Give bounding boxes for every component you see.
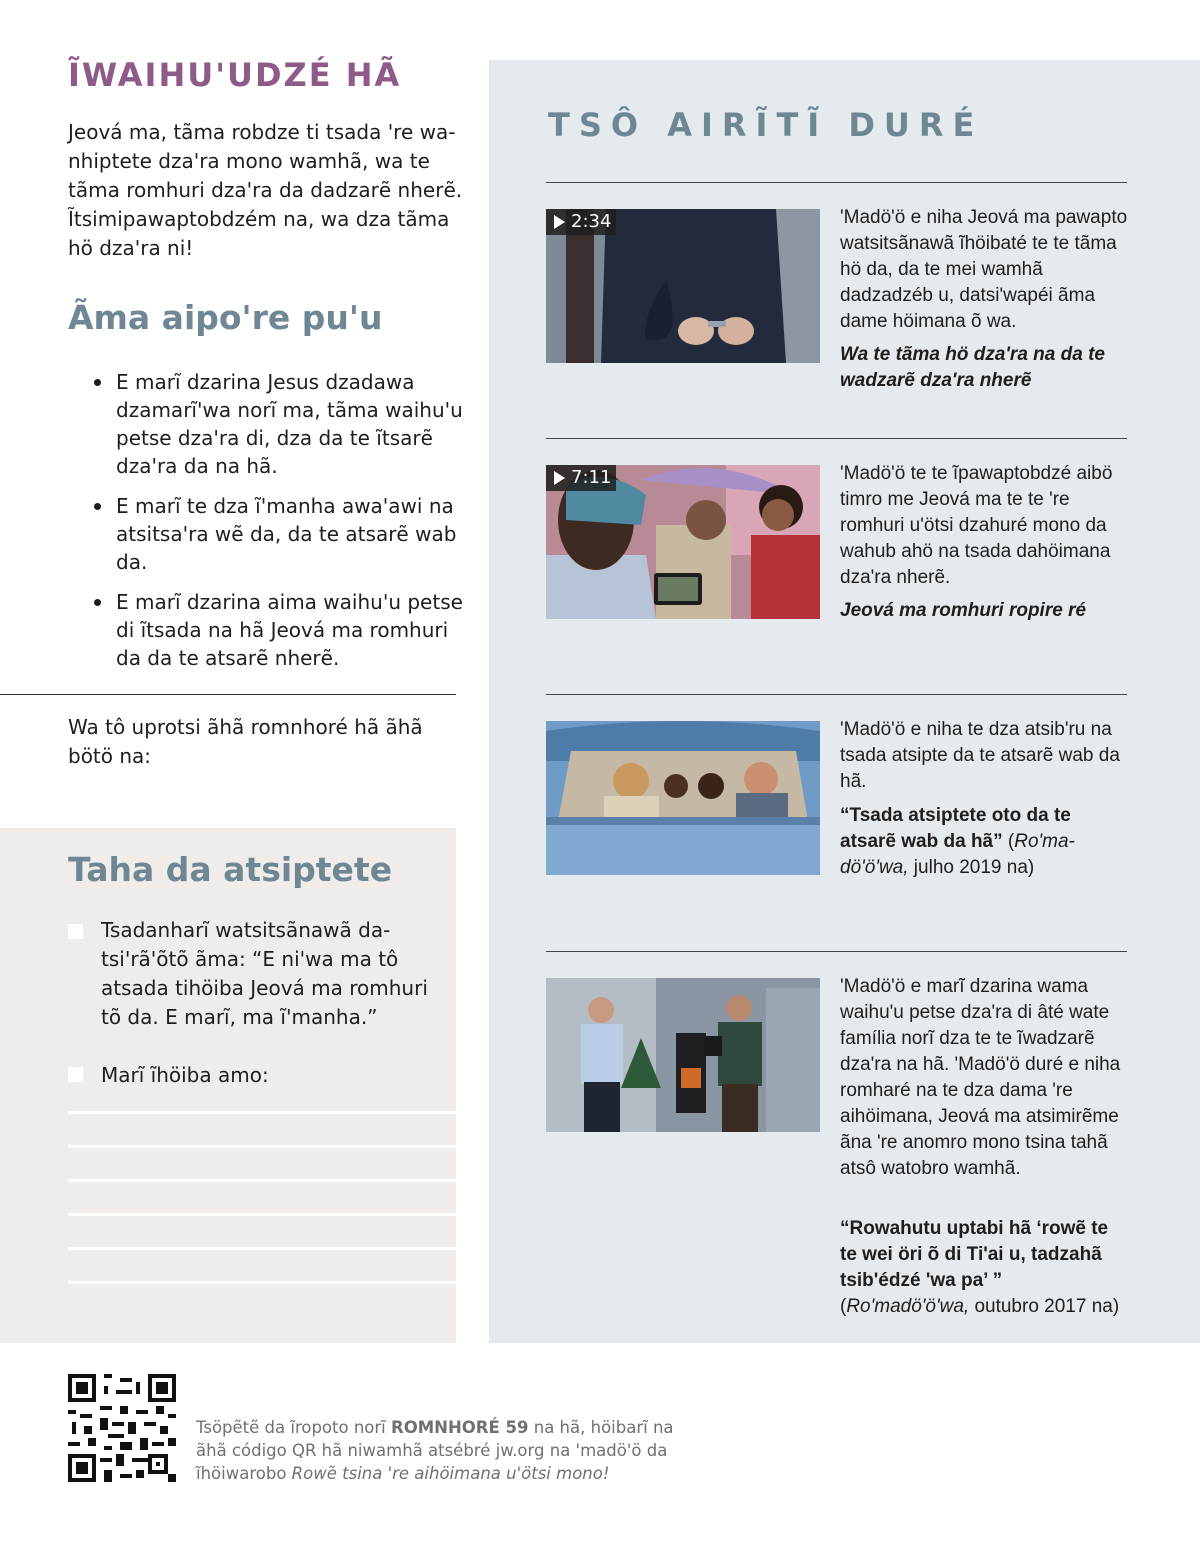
video-thumbnail-handcuffs[interactable]: [546, 209, 820, 363]
family-car-illustration: [546, 721, 820, 875]
checkbox-1-label: Tsadanharĩ watsitsãnawã datsi'rã'õtõ ãma: “E ni'wa ma tô atsada tihöiba Jeová ma romhuri tõ da. E marĩ, ma ĩ'manha.”: [101, 918, 428, 1029]
checkbox-1[interactable]: [68, 924, 83, 939]
video-duration-badge: [546, 465, 616, 491]
list-item: [94, 588, 464, 672]
checkbox-2-label: Marĩ ĩhöiba amo:: [101, 1063, 269, 1087]
writing-line[interactable]: [68, 1281, 456, 1284]
living-room-illustration: [546, 978, 820, 1132]
qr-code-icon[interactable]: [68, 1374, 176, 1482]
note-text: Wa tô uprotsi ãhã romnhoré hã ãhã bötö na:: [68, 715, 423, 768]
writing-line[interactable]: [68, 1145, 456, 1148]
bullet-icon: [94, 379, 101, 386]
page-title: ĨWAIHU'UDZÉ HÃ: [68, 56, 402, 94]
questions-heading: Ãma aipo're pu'u: [68, 298, 383, 337]
video-description: 'Madö'ö e niha Jeová ma pawapto watsitsãnawã ĩhöibaté te te tãma hö da, da te mei wamhã dadzadzéb u, datsi'wapéi ãma dame höimana õ wa.: [840, 207, 1128, 332]
article-description-text: 'Madö'ö e marĩ dzarina wama waihu'u petse dza'ra di âté wate família norĩ dza te te ĩwadzarẽ dza'ra na hã. 'Madö'ö duré e niha romharé na te dza dama 're aihöimana, Jeová ma atsimirẽme ãna 're anomro mono tsina tahã atsô watobro wamhã.: [840, 976, 1121, 1179]
list-item: [94, 492, 464, 576]
writing-line[interactable]: [68, 1111, 456, 1114]
writing-line[interactable]: [68, 1213, 456, 1216]
question-text: E marĩ dzarina aima waihu'u petse di ĩtsada na hã Jeová ma romhuri da da te atsarẽ nherẽ.: [116, 590, 463, 670]
video-duration-badge: [546, 209, 616, 235]
divider: [546, 182, 1127, 183]
article-description: [840, 717, 1130, 795]
footer-book-title: Rowẽ tsina 're aihöimana u'ötsi mono!: [291, 1464, 610, 1483]
article-title: “Tsada atsiptete oto da te atsarẽ wab da hã”: [840, 805, 1071, 852]
question-list: [94, 368, 464, 684]
divider: [546, 694, 1127, 695]
question-text: E marĩ dzarina Jesus dzadawa dzamarĩ'wa norĩ ma, tãma waihu'u petse dza'ra di, dza da te ĩtsarẽ dza'ra da na hã.: [116, 370, 463, 478]
footer-text-part: Tsöpẽtẽ da ĩropoto norĩ: [196, 1418, 392, 1437]
duration-text: 7:11: [571, 467, 612, 488]
question-text: E marĩ te dza ĩ'manha awa'awi na atsitsa'ra wẽ da, da te atsarẽ wab da.: [116, 494, 457, 574]
magazine-name: Ro'madö'ö'wa,: [840, 831, 1075, 878]
article-title: “Rowahutu uptabi hã ‘rowẽ te te wei öri õ di Ti'ai u, tadzahã tsib'édzé 'wa pa’ ”: [840, 1218, 1109, 1291]
article-description-text: 'Madö'ö e niha te dza atsib'ru na tsada atsipte da te atsarẽ wab da hã.: [840, 719, 1120, 792]
divider: [546, 438, 1127, 439]
article-image-living-room[interactable]: [546, 978, 820, 1132]
video-description: 'Madö'ö te te ĩpawaptobdzé aibö timro me Jeová ma te te 're romhuri u'ötsi dzahuré mono da wahub ahö na tsada dahöimana dza'ra nherẽ.: [840, 463, 1113, 588]
action-box-title: Taha da atsiptete: [68, 850, 393, 889]
article-issue: outubro 2017 na): [969, 1296, 1120, 1317]
article-reference[interactable]: [840, 803, 1130, 881]
footer-text-part: na hã, höibarĩ na ãhã código QR hã niwamhã atsébré jw.org na 'madö'ö da ĩhöiwarobo: [196, 1418, 674, 1483]
video-title-link[interactable]: Wa te tãma hö dza'ra na da te wadzarẽ dza'ra nherẽ: [840, 344, 1105, 391]
bullet-icon: [94, 503, 101, 510]
intro-paragraph: Jeová ma, tãma robdze ti tsada 're wanhiptete dza'ra mono wamhã, wa te tãma romhuri dza'ra da dadzarẽ nherẽ. Ĩtsimipawaptobdzém na, wa dza tãma hö dza'ra ni!: [68, 120, 463, 260]
play-icon: [554, 471, 565, 485]
checkbox-2[interactable]: [68, 1067, 83, 1082]
article-paren: (: [840, 1296, 847, 1317]
play-icon: [554, 215, 565, 229]
duration-text: 2:34: [571, 211, 612, 232]
writing-line[interactable]: [68, 1247, 456, 1250]
article-paren: (: [1002, 831, 1015, 852]
video-thumbnail-tablet[interactable]: [546, 465, 820, 619]
video-title-link[interactable]: Jeová ma romhuri ropire ré: [840, 600, 1087, 621]
list-item: [94, 368, 464, 480]
divider: [546, 951, 1127, 952]
magazine-name: Ro'madö'ö'wa,: [846, 1296, 970, 1317]
article-issue: julho 2019 na): [908, 857, 1035, 878]
article-reference[interactable]: [840, 1216, 1130, 1320]
writing-line[interactable]: [68, 1179, 456, 1182]
article-image-family-car[interactable]: [546, 721, 820, 875]
divider: [0, 694, 456, 695]
explore-heading: TSÔ AIRĨTĨ DURÉ: [548, 106, 984, 144]
bullet-icon: [94, 599, 101, 606]
footer-text: [196, 1416, 686, 1485]
article-description: [840, 974, 1130, 1182]
footer-lesson-ref: ROMNHORÉ 59: [391, 1418, 529, 1437]
